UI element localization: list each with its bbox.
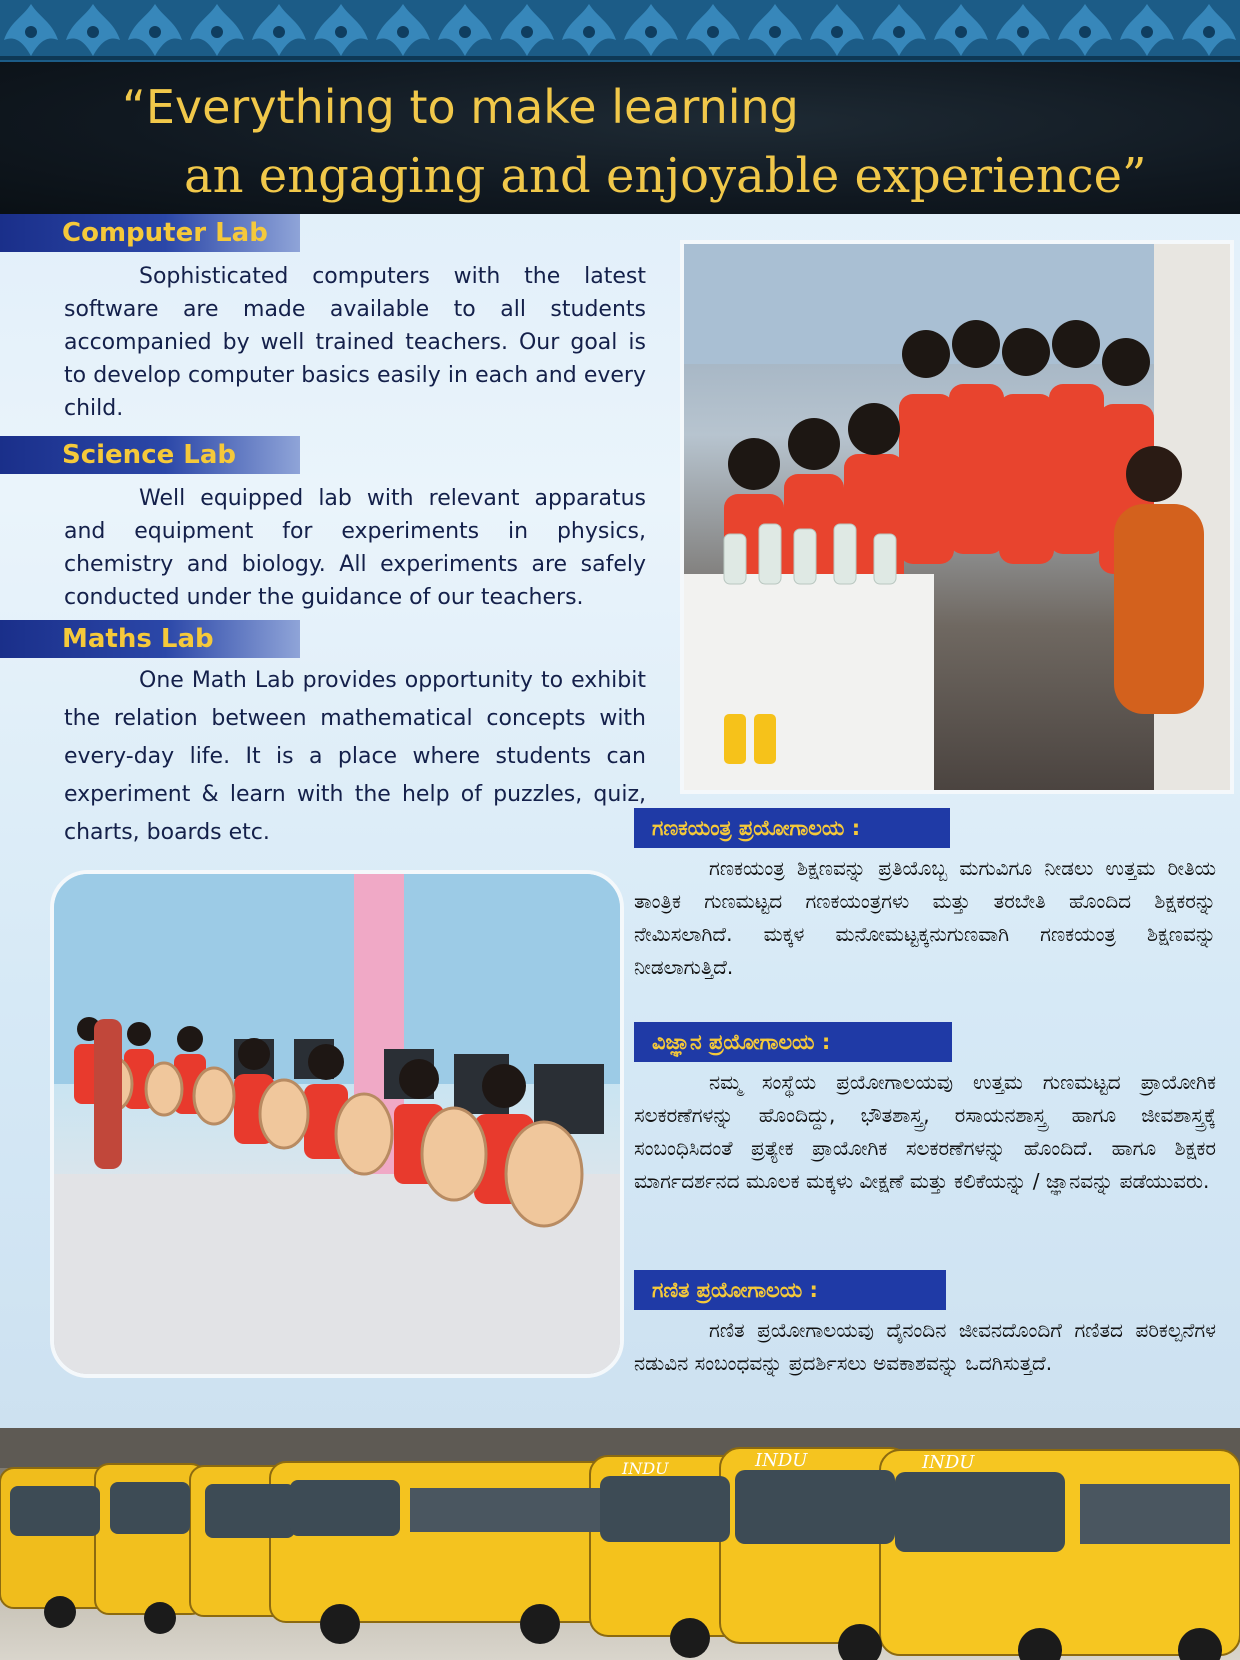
science-lab-photo: [680, 240, 1234, 794]
header-line-2: an engaging and enjoyable experience”: [184, 148, 1147, 204]
science-lab-text: Well equipped lab with relevant apparatus and equipment for experiments in physics, chemistry and biology. All experiments are safely conducted under the guidance of our teachers.: [64, 486, 646, 610]
computer-lab-text: Sophisticated computers with the latest software are made available to all students accompanied by well trained teachers. Our goal is to develop computer basics easily in each and every child.: [64, 264, 646, 421]
kannada-science-lab-title: ವಿಜ್ಞಾನ ಪ್ರಯೋಗಾಲಯ :: [634, 1022, 952, 1062]
science-lab-title: Science Lab: [0, 436, 300, 474]
ornament-pattern: [0, 0, 1240, 62]
decorative-top-border: [0, 0, 1240, 62]
kannada-maths-lab-title: ಗಣಿತ ಪ್ರಯೋಗಾಲಯ :: [634, 1270, 946, 1310]
kannada-computer-lab-title: ಗಣಕಯಂತ್ರ ಪ್ರಯೋಗಾಲಯ :: [634, 808, 950, 848]
bus-brand-label: INDU: [922, 1452, 975, 1473]
bus-brand-label: INDU: [622, 1459, 669, 1478]
maths-lab-text: One Math Lab provides opportunity to exhibit the relation between mathematical concepts with every-day life. It is a place where students can experiment & learn with the help of puzzles, quiz, charts, boards etc.: [64, 668, 646, 845]
header-line-1: “Everything to make learning: [122, 80, 799, 134]
computer-lab-title: Computer Lab: [0, 214, 300, 252]
kannada-science-lab-text: ನಮ್ಮ ಸಂಸ್ಥೆಯ ಪ್ರಯೋಗಾಲಯವು ಉತ್ತಮ ಗುಣಮಟ್ಟದ ಪ್ರಾಯೋಗಿಕ ಸಲಕರಣೆಗಳನ್ನು ಹೊಂದಿದ್ದು, ಭೌತಶಾಸ್ತ್ರ, ರಸಾಯನಶಾಸ್ತ್ರ ಹಾಗೂ ಜೀವಶಾಸ್ತ್ರಕ್ಕೆ ಸಂಬಂಧಿಸಿದಂತೆ ಪ್ರತ್ಯೇಕ ಪ್ರಾಯೋಗಿಕ ಸಲಕರಣೆಗಳನ್ನು ಹೊಂದಿದೆ. ಹಾಗೂ ಶಿಕ್ಷಕರ ಮಾರ್ಗದರ್ಶನದ ಮೂಲಕ ಮಕ್ಕಳು ವೀಕ್ಷಣೆ ಮತ್ತು ಕಲಿಕೆಯನ್ನು / ಜ್ಞಾನವನ್ನು ಪಡೆಯುವರು.: [634, 1070, 1216, 1193]
kannada-maths-lab-text: ಗಣಿತ ಪ್ರಯೋಗಾಲಯವು ದೈನಂದಿನ ಜೀವನದೊಂದಿಗೆ ಗಣಿತದ ಪರಿಕಲ್ಪನೆಗಳ ನಡುವಿನ ಸಂಬಂಧವನ್ನು ಪ್ರದರ್ಶಿಸಲು ಅವಕಾಶವನ್ನು ಒದಗಿಸುತ್ತದೆ.: [634, 1318, 1216, 1375]
header-banner: [0, 62, 1240, 214]
bus-brand-label: INDU: [755, 1450, 808, 1471]
kannada-computer-lab-text: ಗಣಕಯಂತ್ರ ಶಿಕ್ಷಣವನ್ನು ಪ್ರತಿಯೊಬ್ಬ ಮಗುವಿಗೂ ನೀಡಲು ಉತ್ತಮ ರೀತಿಯ ತಾಂತ್ರಿಕ ಗುಣಮಟ್ಟದ ಗಣಕಯಂತ್ರಗಳು ಮತ್ತು ತರಬೇತಿ ಹೊಂದಿದ ಶಿಕ್ಷಕರನ್ನು ನೇಮಿಸಲಾಗಿದೆ. ಮಕ್ಕಳ ಮನೋಮಟ್ಟಕ್ಕನುಗುಣವಾಗಿ ಗಣಕಯಂತ್ರ ಶಿಕ್ಷಣವನ್ನು ನೀಡಲಾಗುತ್ತಿದೆ.: [634, 856, 1216, 979]
school-buses-photo: [0, 1428, 1240, 1660]
computer-lab-photo: [50, 870, 624, 1378]
maths-lab-title: Maths Lab: [0, 620, 300, 658]
